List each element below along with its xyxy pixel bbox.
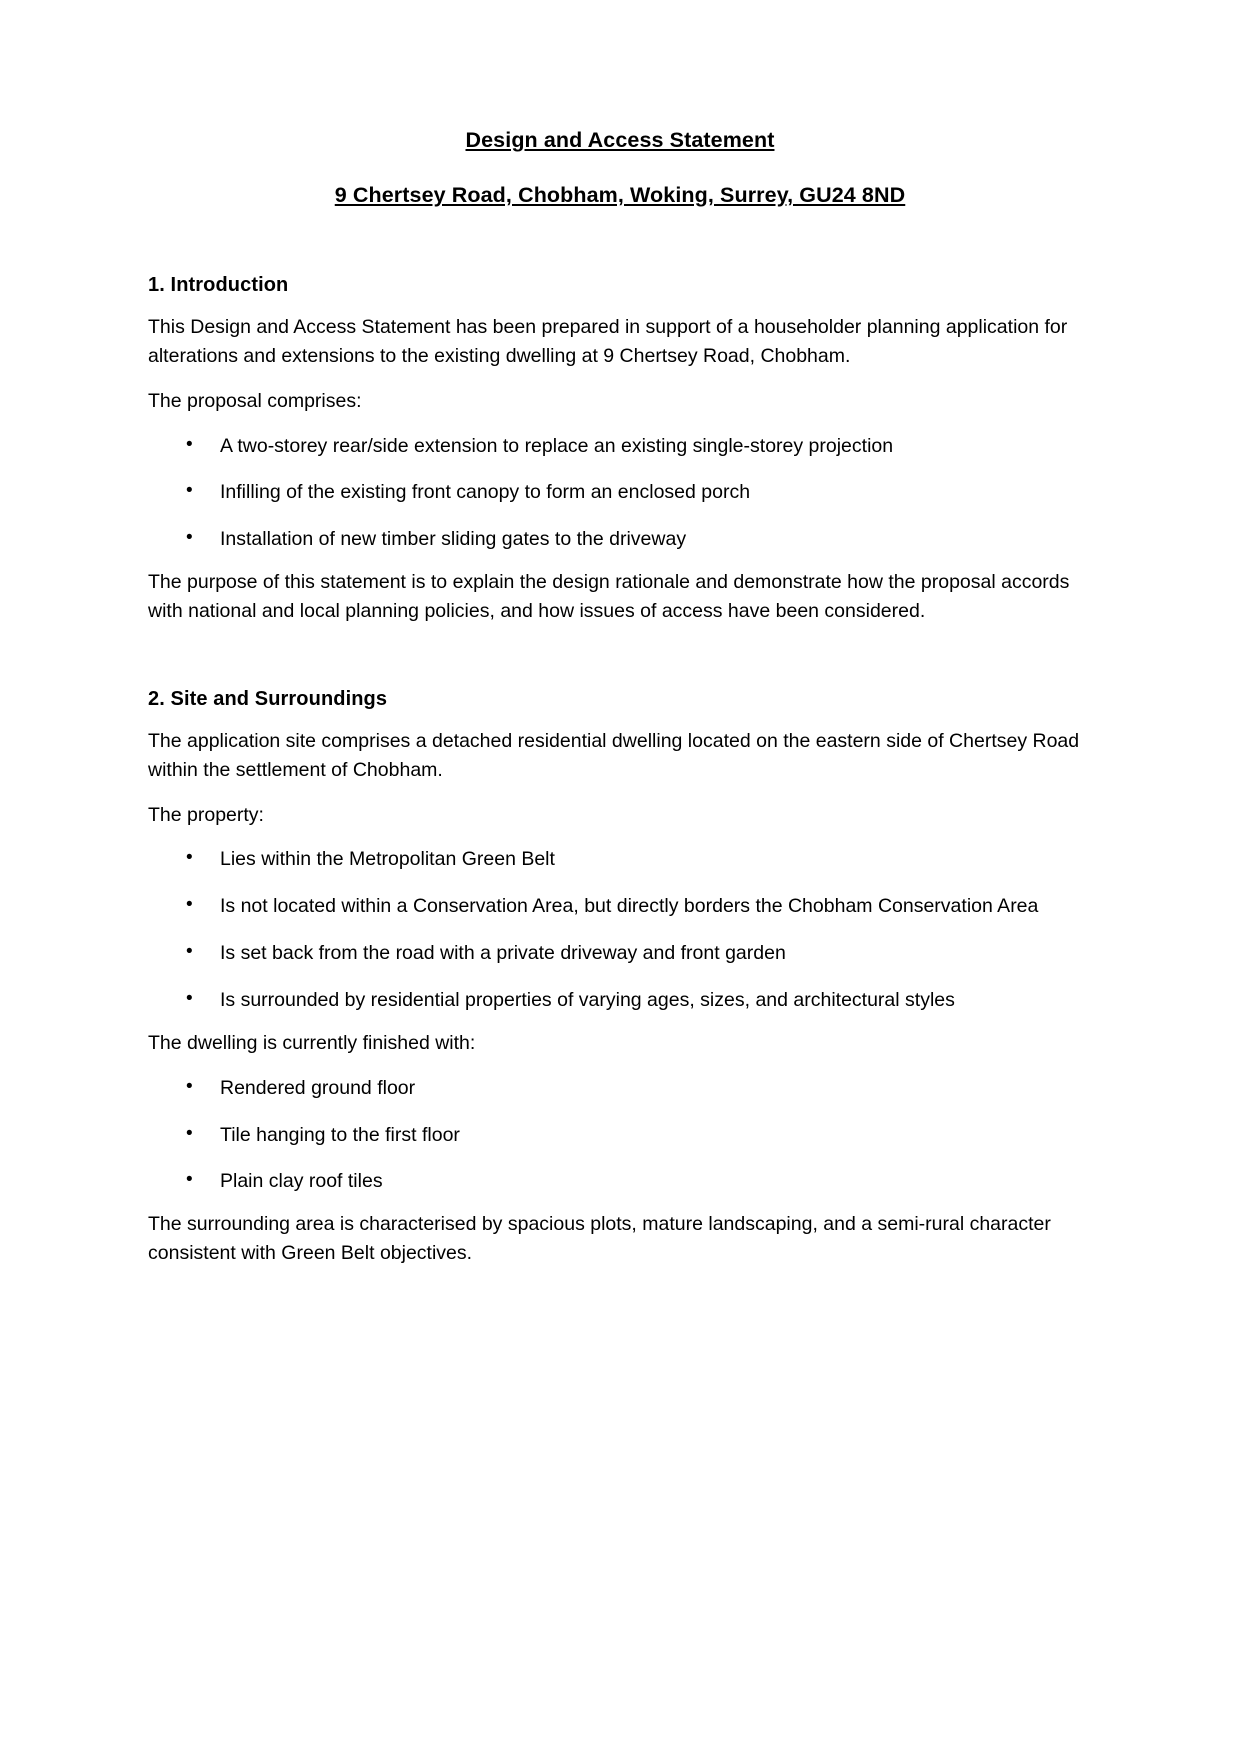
list-item (148, 1121, 1092, 1150)
introduction-paragraph-3: The purpose of this statement is to explain the design rationale and demonstrate how the proposal accords with national and local planning policies, and how issues of access have been considered. (148, 571, 1070, 623)
list-item-text: Tile hanging to the first floor (220, 1123, 460, 1146)
site-paragraph-2: The property: (148, 803, 264, 826)
section-heading-introduction: 1. Introduction (148, 274, 289, 296)
list-item (148, 939, 1092, 968)
list-item-text: A two-storey rear/side extension to replace an existing single-storey projection (220, 434, 894, 457)
list-item (148, 478, 1092, 507)
list-item (148, 845, 1092, 874)
section-site-and-surroundings (148, 688, 1092, 1268)
section-heading-site-and-surroundings: 2. Site and Surroundings (148, 687, 388, 710)
site-paragraph-1: The application site comprises a detached residential dwelling located on the eastern side of Chertsey Road within the settlement of Chobham. (148, 729, 1080, 781)
site-paragraph-4: The surrounding area is characterised by spacious plots, mature landscaping, and a semi-rural character consistent with Green Belt objectives. (148, 1213, 1051, 1265)
list-item-text: Lies within the Metropolitan Green Belt (220, 848, 555, 871)
list-item-text: Infilling of the existing front canopy to form an enclosed porch (220, 481, 751, 504)
introduction-paragraph-2: The proposal comprises: (148, 389, 362, 412)
list-item-text: Is not located within a Conservation Area, but directly borders the Chobham Conservation Area (220, 895, 1039, 918)
list-item-text: Plain clay roof tiles (220, 1170, 383, 1193)
list-item-text: Installation of new timber sliding gates to the driveway (220, 528, 687, 551)
site-paragraph-3: The dwelling is currently finished with: (148, 1031, 476, 1054)
introduction-paragraph-1: This Design and Access Statement has been prepared in support of a householder planning application for alterations and extensions to the existing dwelling at 9 Chertsey Road, Chobham. (148, 316, 1068, 367)
list-item (148, 1074, 1092, 1103)
section-introduction (148, 274, 1092, 626)
site-finishes-list (148, 1074, 1092, 1197)
page-title: Design and Access Statement (465, 128, 775, 152)
page-subtitle: 9 Chertsey Road, Chobham, Woking, Surrey, GU24 8ND (334, 183, 906, 207)
list-item (148, 1167, 1092, 1196)
list-item (148, 525, 1092, 554)
list-item-text: Is set back from the road with a private driveway and front garden (220, 942, 786, 965)
site-property-list (148, 845, 1092, 1014)
list-item (148, 892, 1092, 921)
list-item (148, 986, 1092, 1015)
list-item (148, 432, 1092, 461)
list-item-text: Rendered ground floor (220, 1076, 416, 1099)
list-item-text: Is surrounded by residential properties of varying ages, sizes, and architectural styles (220, 989, 955, 1012)
introduction-proposal-list (148, 432, 1092, 555)
